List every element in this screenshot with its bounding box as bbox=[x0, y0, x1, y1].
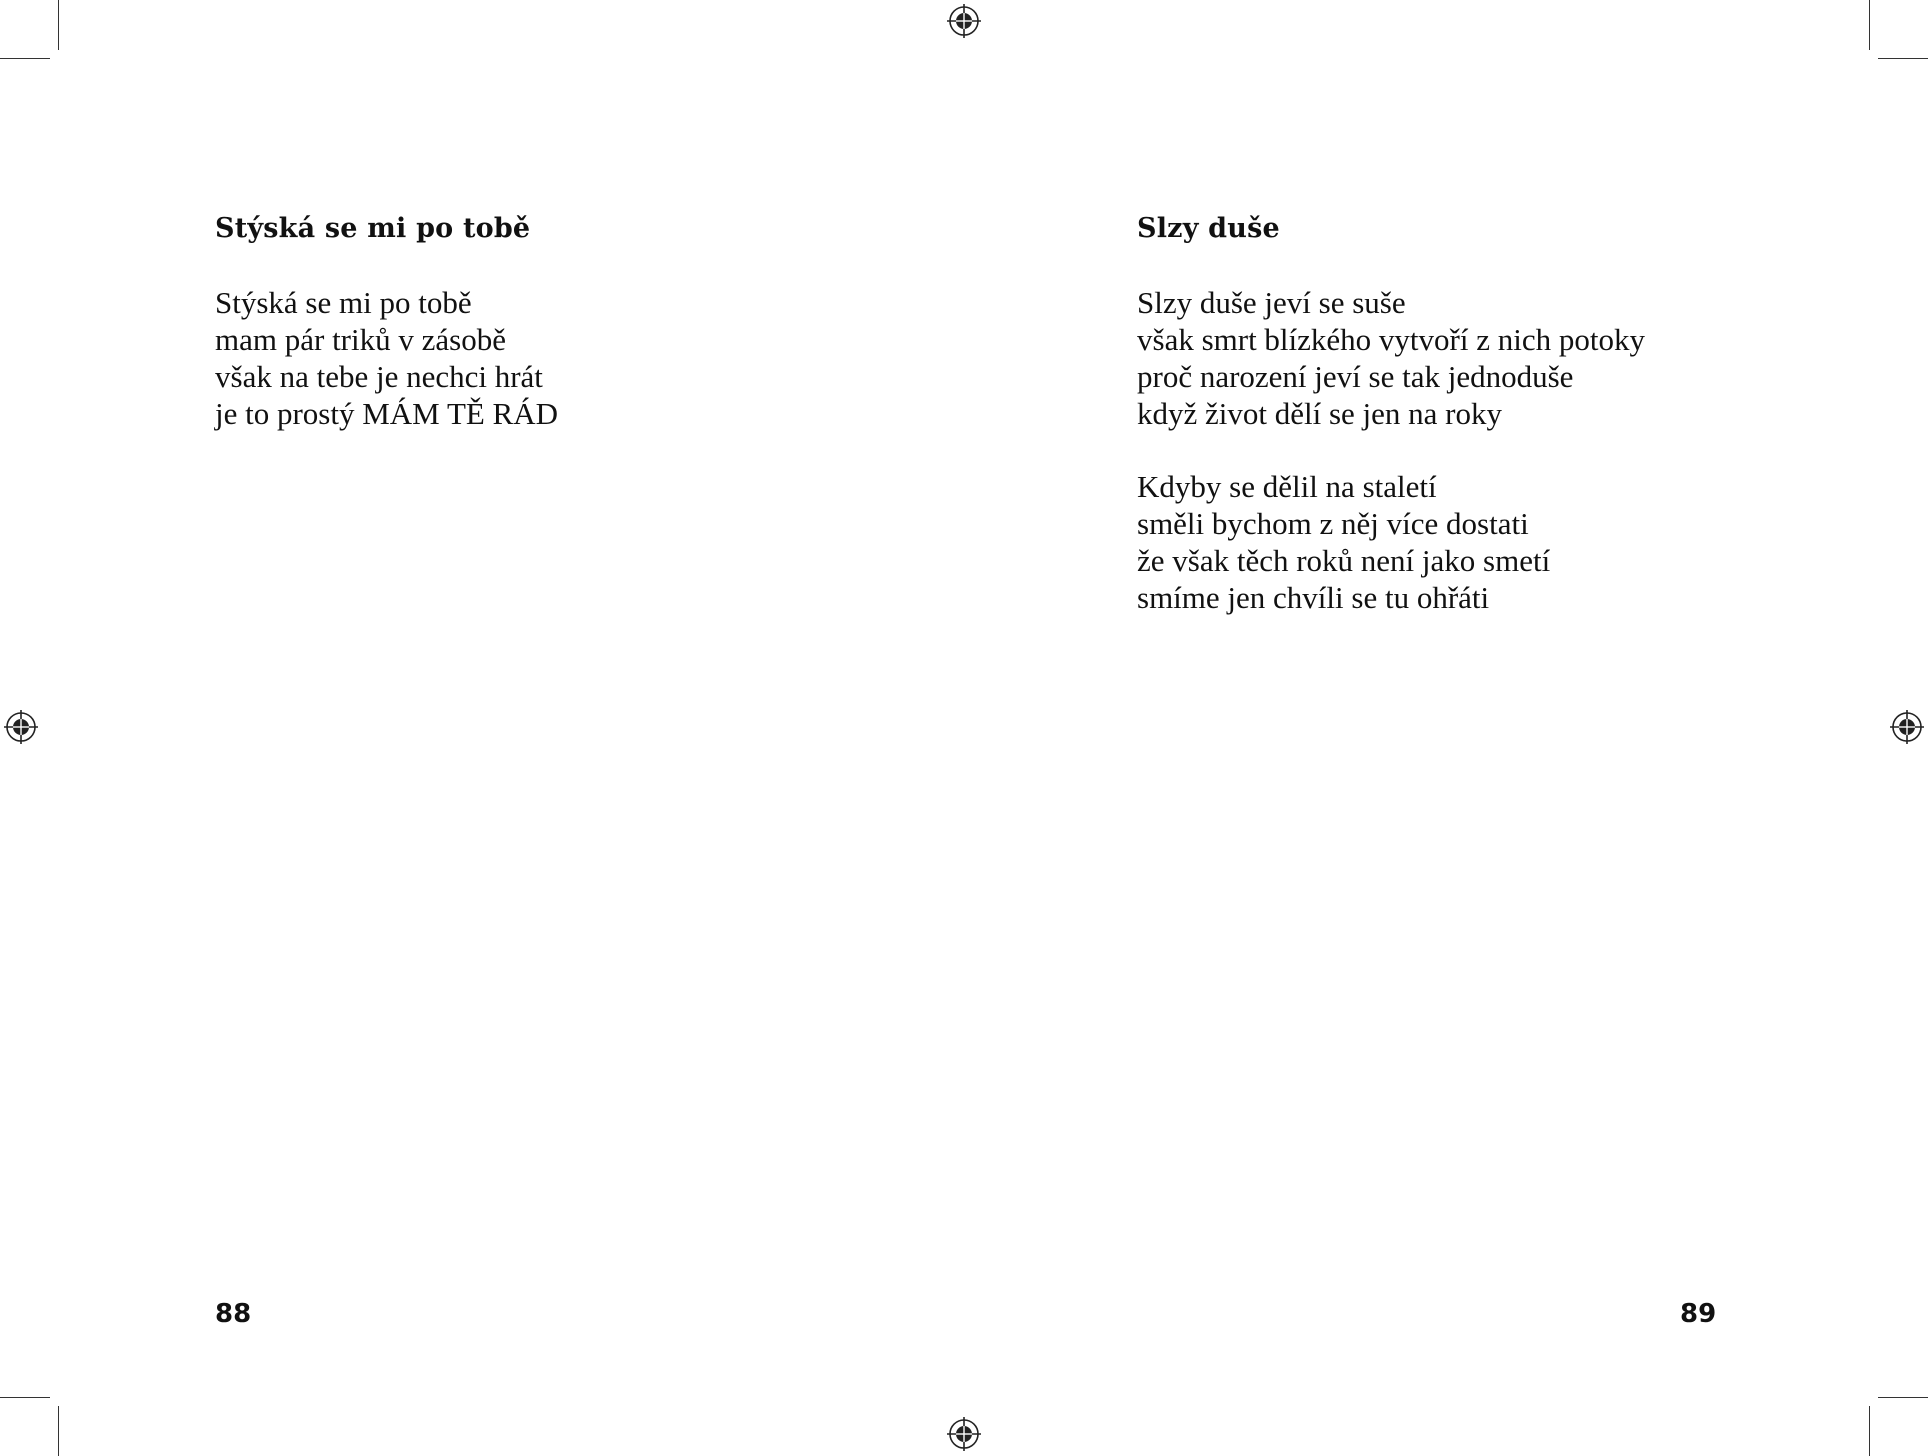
verse-line: když život dělí se jen na roky bbox=[1137, 396, 1503, 431]
verse-line: proč narození jeví se tak jednoduše bbox=[1137, 359, 1574, 394]
stanza bbox=[1137, 284, 1645, 432]
verse-line: Stýská se mi po tobě bbox=[215, 285, 472, 320]
verse-line: však na tebe je nechci hrát bbox=[215, 359, 543, 394]
poem bbox=[215, 210, 558, 468]
verse-line: Slzy duše jeví se suše bbox=[1137, 285, 1406, 320]
verse-line: mam pár triků v zásobě bbox=[215, 322, 506, 357]
verse-line: že však těch roků není jako smetí bbox=[1137, 543, 1551, 578]
right-page bbox=[964, 0, 1928, 1456]
page-number: 88 bbox=[215, 1299, 252, 1329]
poem-title: Slzy duše bbox=[1137, 213, 1280, 244]
stanza bbox=[215, 284, 558, 432]
stanza bbox=[1137, 468, 1645, 616]
verse-line: Kdyby se dělil na staletí bbox=[1137, 469, 1437, 504]
verse-line: je to prostý MÁM TĚ RÁD bbox=[215, 396, 559, 431]
poem bbox=[1137, 210, 1645, 652]
verse-line: však smrt blízkého vytvoří z nich potoky bbox=[1137, 322, 1645, 357]
verse-line: směli bychom z něj více dostati bbox=[1137, 506, 1529, 541]
page-number: 89 bbox=[1680, 1299, 1717, 1329]
verse-line: smíme jen chvíli se tu ohřáti bbox=[1137, 580, 1490, 615]
poem-title: Stýská se mi po tobě bbox=[215, 213, 531, 244]
